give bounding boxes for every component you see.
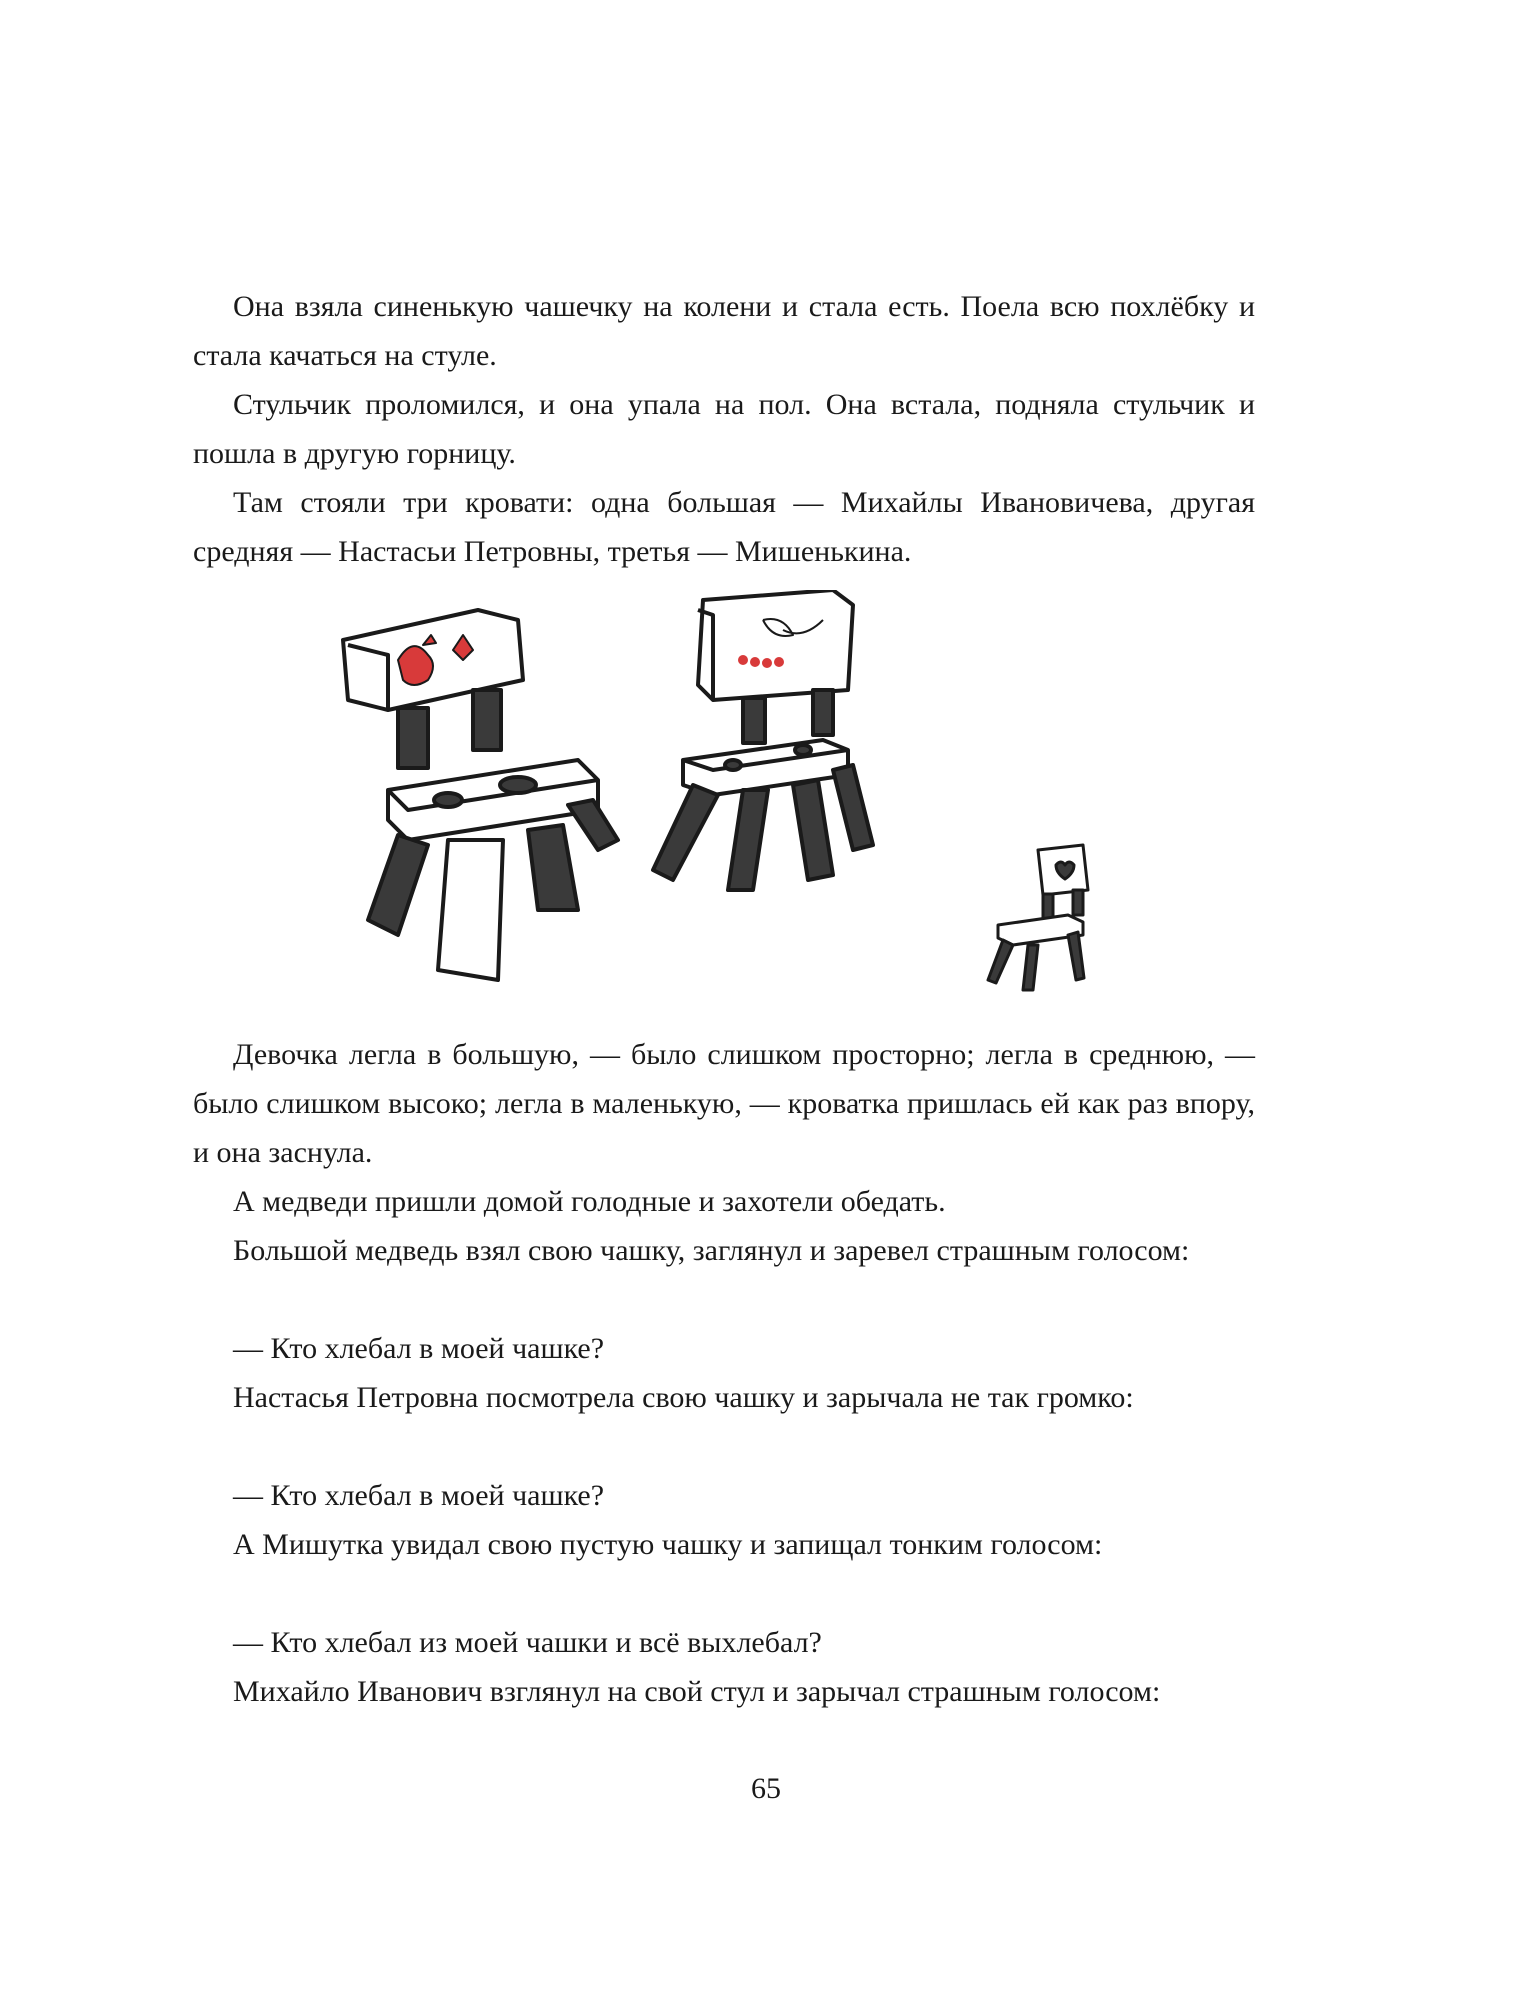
paragraph-2: Стульчик проломился, и она упала на пол. Она встала, подняла стульчик и пошла в другую горницу. bbox=[193, 388, 1255, 470]
paragraph-9: Михайло Иванович взглянул на свой стул и зарычал страшным голосом: bbox=[233, 1675, 1161, 1708]
dialogue-line-3: — Кто хлебал из моей чашки и всё выхлебал? bbox=[233, 1626, 822, 1659]
paragraph-3: Там стояли три кровати: одна большая — Михайлы Ивановичева, другая средняя — Настасьи Петровны, третья — Мишенькина. bbox=[193, 486, 1255, 568]
big-chair bbox=[343, 610, 618, 980]
paragraph-8: А Мишутка увидал свою пустую чашку и запищал тонким голосом: bbox=[233, 1528, 1103, 1561]
middle-chair bbox=[653, 590, 873, 890]
paragraph-4: Девочка легла в большую, — было слишком просторно; легла в среднюю, — было слишком высоко; легла в маленькую, — кроватка пришлась ей как раз впору, и она заснула. bbox=[193, 1038, 1255, 1169]
page-number: 65 bbox=[751, 1772, 781, 1805]
paragraph-6: Большой медведь взял свою чашку, заглянул и заревел страшным голосом: bbox=[233, 1234, 1190, 1267]
small-chair bbox=[988, 845, 1088, 990]
dialogue-line-2: — Кто хлебал в моей чашке? bbox=[233, 1479, 605, 1512]
paragraph-7: Настасья Петровна посмотрела свою чашку и зарычала не так громко: bbox=[233, 1381, 1134, 1414]
dialogue-line-1: — Кто хлебал в моей чашке? bbox=[233, 1332, 605, 1365]
paragraph-1: Она взяла синенькую чашечку на колени и стала есть. Поела всю похлёбку и стала качаться на стуле. bbox=[193, 290, 1255, 372]
three-chairs-illustration bbox=[328, 590, 1208, 1010]
paragraph-5: А медведи пришли домой голодные и захотели обедать. bbox=[233, 1185, 946, 1218]
